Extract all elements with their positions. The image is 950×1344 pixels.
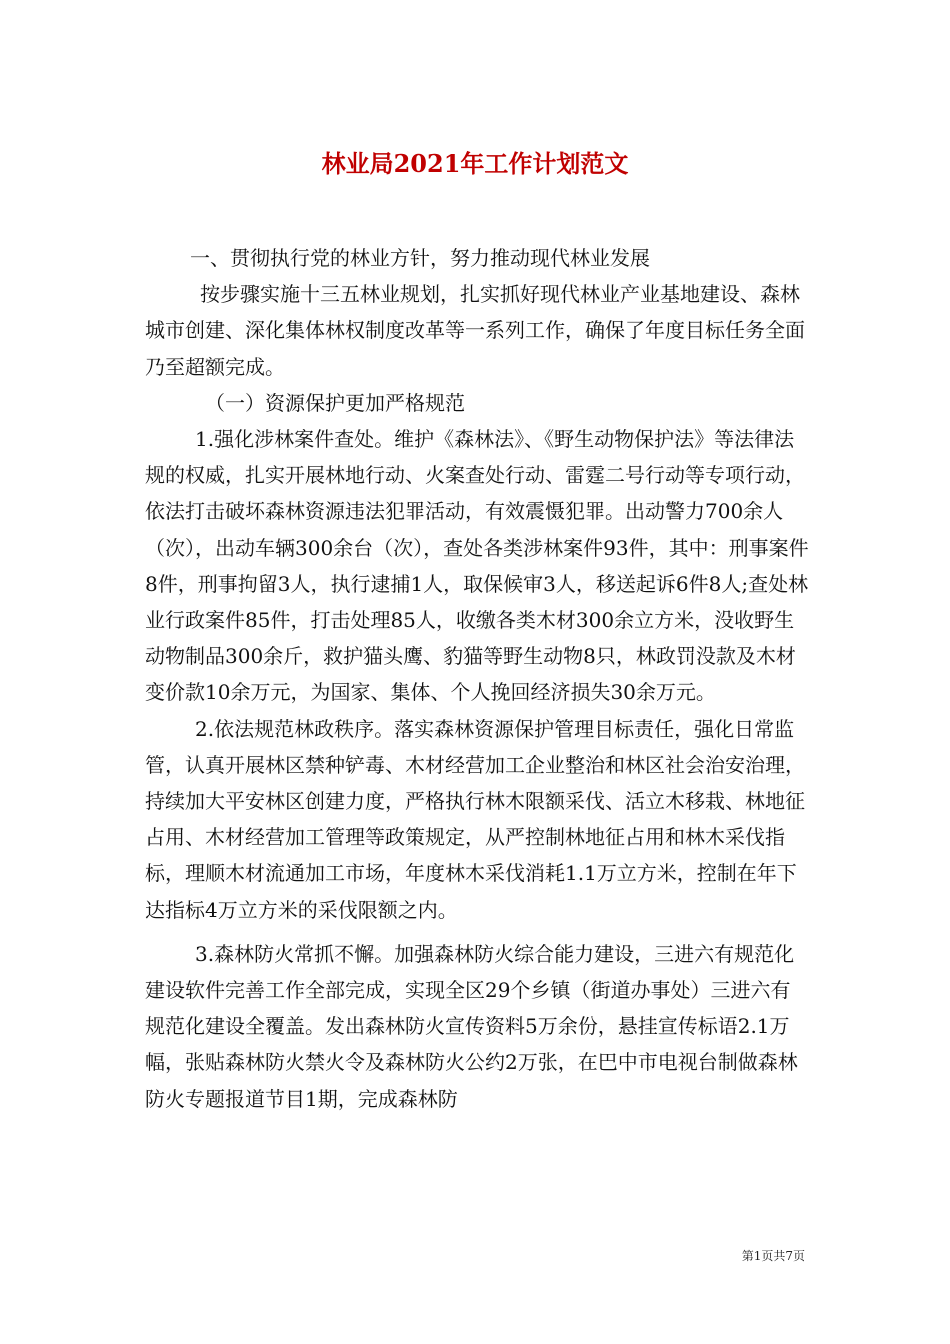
section-heading: 一、贯彻执行党的林业方针，努力推动现代林业发展 [190,246,650,270]
item-paragraph-2: 2.依法规范林政秩序。落实森林资源保护管理目标责任，强化日常监管，认真开展林区禁种铲毒、木材经营加工企业整治和林区社会治安治理，持续加大平安林区创建力度，严格执行林木限额采伐、活立木移栽、林地征占用、木材经营加工管理等政策规定，从严控制林地征占用和林木采伐指标，理顺木材流通加工市场，年度林木采伐消耗1.1万立方米，控制在年下达指标4万立方米的采伐限额之内。 [145,716,805,922]
item-paragraph-3: 3.森林防火常抓不懈。加强森林防火综合能力建设，三进六有规范化建设软件完善工作全部完成，实现全区29个乡镇（街道办事处）三进六有规范化建设全覆盖。发出森林防火宣传资料5万余份，悬挂宣传标语2.1万幅，张贴森林防火禁火令及森林防火公约2万张，在巴中市电视台制做森林防火专题报道节目1期，完成森林防 [145,941,798,1111]
document-body [145,240,810,1117]
subsection-heading: （一）资源保护更加严格规范 [205,390,465,415]
page-number: 第1页共7页 [741,1249,805,1263]
intro-paragraph: 按步骤实施十三五林业规划，扎实抓好现代林业产业基地建设、森林城市创建、深化集体林权制度改革等一系列工作，确保了年度目标任务全面乃至超额完成。 [145,282,805,379]
item-paragraph-1: 1.强化涉林案件查处。维护《森林法》、《野生动物保护法》等法律法规的权威，扎实开展林地行动、火案查处行动、雷霆二号行动等专项行动，依法打击破坏森林资源违法犯罪活动，有效震慑犯罪。出动警力700余人（次），出动车辆300余台（次），查处各类涉林案件93件，其中：刑事案件8件，刑事拘留3人，执行逮捕1人，取保候审3人，移送起诉6件8人;查处林业行政案件85件，打击处理85人，收缴各类木材300余立方米，没收野生动物制品300余斤，救护猫头鹰、豹猫等野生动物8只，林政罚没款及木材变价款10余万元，为国家、集体、个人挽回经济损失30余万元。 [145,427,809,705]
page-title: 林业局2021年工作计划范文 [321,149,629,179]
